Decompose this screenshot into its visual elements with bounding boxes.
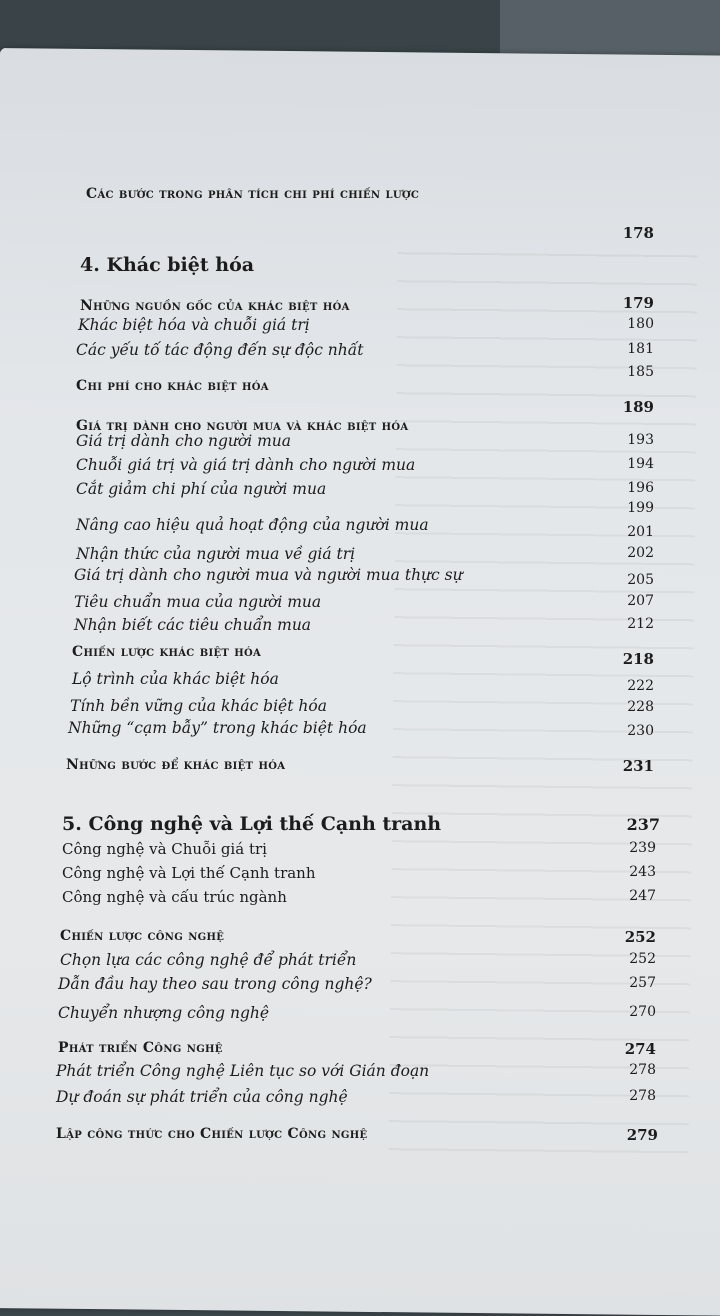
toc-row	[0, 888, 720, 912]
toc-row	[0, 456, 720, 480]
toc-row	[0, 697, 720, 721]
toc-entry-page: 252	[629, 951, 656, 967]
toc-entry-page: 189	[622, 398, 654, 416]
toc-entry-page: 278	[629, 1062, 656, 1078]
toc-entry-page: 274	[624, 1040, 656, 1058]
toc-entry-label: Tiêu chuẩn mua của người mua	[74, 593, 322, 611]
toc-entry-page: 207	[627, 593, 654, 609]
toc-entry-page: 194	[627, 456, 654, 472]
toc-chapter-title: 4. Khác biệt hóa	[80, 254, 255, 276]
toc-entry-label: Những nguồn gốc của khác biệt hóa	[80, 298, 350, 314]
toc-entry-page: 218	[622, 650, 654, 668]
toc-entry-label: Giá trị dành cho người mua và người mua thực sự	[74, 566, 463, 584]
toc-entry-label: Dẫn đầu hay theo sau trong công nghệ?	[58, 975, 372, 993]
toc-row	[0, 294, 720, 318]
toc-entry-label: Những bước để khác biệt hóa	[66, 757, 286, 773]
toc-chapter-row	[0, 254, 720, 278]
toc-entry-page: 252	[624, 928, 656, 946]
toc-entry-page: 278	[629, 1088, 656, 1104]
toc-entry-page: 196	[627, 480, 654, 496]
toc-entry-label: Chuỗi giá trị và giá trị dành cho người mua	[76, 456, 416, 474]
toc-row	[0, 719, 720, 743]
toc-entry-page: 230	[627, 723, 654, 739]
toc-row	[0, 516, 720, 540]
toc-entry-label: Chuyển nhượng công nghệ	[58, 1004, 270, 1022]
toc-entry-label: Cắt giảm chi phí của người mua	[76, 480, 327, 498]
toc-entry-label: Nâng cao hiệu quả hoạt động của người mua	[76, 516, 429, 534]
toc-entry-label: Chiến lược công nghệ	[60, 928, 225, 944]
toc-entry-label: Nhận thức của người mua về giá trị	[76, 545, 356, 563]
toc-entry-label: Tính bền vững của khác biệt hóa	[70, 697, 327, 715]
toc-entry-page: 193	[627, 432, 654, 448]
toc-row	[0, 224, 720, 248]
toc-entry-page: 239	[629, 840, 656, 856]
toc-entry-label: Các bước trong phân tích chi phí chiến lược	[86, 186, 420, 202]
toc-entry-page: 247	[629, 888, 656, 904]
toc-entry-page: 270	[629, 1004, 656, 1020]
toc-entry-page: 257	[629, 975, 656, 991]
toc-row	[0, 1088, 720, 1112]
toc-row	[0, 186, 720, 210]
toc-entry-label: Các yếu tố tác động đến sự độc nhất	[76, 341, 364, 359]
toc-row	[0, 316, 720, 340]
toc-chapter-row	[0, 813, 720, 837]
toc-entry-label: Chọn lựa các công nghệ để phát triển	[60, 951, 357, 969]
toc-entry-label: Công nghệ và cấu trúc ngành	[62, 888, 287, 906]
toc-chapter-title: 5. Công nghệ và Lợi thế Cạnh tranh	[62, 813, 442, 835]
toc-row	[0, 840, 720, 864]
toc-row	[0, 432, 720, 456]
toc-row	[0, 670, 720, 694]
toc-entry-page: 222	[627, 678, 654, 694]
toc-row	[0, 864, 720, 888]
toc-row	[0, 757, 720, 781]
toc-entry-page: 212	[627, 616, 654, 632]
toc-row	[0, 1040, 720, 1064]
toc-entry-page: 201	[627, 524, 654, 540]
toc-entry-page: 231	[622, 757, 654, 775]
toc-entry-label: Giá trị dành cho người mua và khác biệt hóa	[76, 418, 409, 434]
toc-entry-page: 181	[627, 341, 654, 357]
toc-entry-page: 228	[627, 699, 654, 715]
toc-entry-label: Phát triển Công nghệ	[58, 1040, 223, 1056]
toc-entry-page: 199	[627, 500, 654, 516]
toc-row	[0, 616, 720, 640]
toc-entry-label: Phát triển Công nghệ Liên tục so với Gián đoạn	[56, 1062, 430, 1080]
toc-entry-page: 179	[622, 294, 654, 312]
toc-entry-label: Chi phí cho khác biệt hóa	[76, 378, 269, 394]
toc-row	[0, 1004, 720, 1028]
toc-entry-label: Lộ trình của khác biệt hóa	[72, 670, 279, 688]
toc-row	[0, 341, 720, 365]
toc-entry-label: Giá trị dành cho người mua	[76, 432, 292, 450]
toc-entry-label: Nhận biết các tiêu chuẩn mua	[74, 616, 312, 634]
toc-entry-page: 279	[626, 1126, 658, 1144]
toc-row	[0, 593, 720, 617]
toc-entry-label: Dự đoán sự phát triển của công nghệ	[56, 1088, 348, 1106]
toc-chapter-page: 237	[626, 815, 660, 834]
toc-row	[0, 1062, 720, 1086]
toc-entry-page: 178	[622, 224, 654, 242]
toc-entry-page: 202	[627, 545, 654, 561]
toc-row	[0, 951, 720, 975]
toc-row	[0, 1126, 720, 1150]
toc-entry-label: Khác biệt hóa và chuỗi giá trị	[78, 316, 310, 334]
toc-row	[0, 975, 720, 999]
toc-entry-label: Công nghệ và Chuỗi giá trị	[62, 840, 267, 858]
toc-entry-label: Chiến lược khác biệt hóa	[72, 644, 262, 660]
toc-entry-label: Những “cạm bẫy” trong khác biệt hóa	[68, 719, 367, 737]
toc-row	[0, 928, 720, 952]
toc-entry-page: 205	[627, 572, 654, 588]
toc-entry-page: 243	[629, 864, 656, 880]
toc-entry-label: Lập công thức cho Chiến lược Công nghệ	[56, 1126, 368, 1142]
toc-entry-page: 180	[627, 316, 654, 332]
toc-entry-page: 185	[627, 364, 654, 380]
toc-entry-label: Công nghệ và Lợi thế Cạnh tranh	[62, 864, 316, 882]
toc-row	[0, 566, 720, 590]
